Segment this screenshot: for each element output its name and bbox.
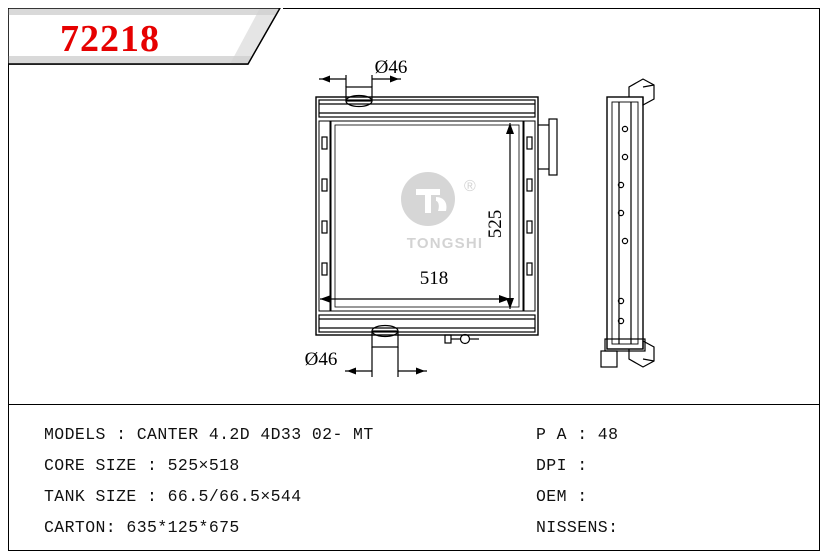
technical-drawing bbox=[9, 9, 819, 403]
spec-nissens: NISSENS: bbox=[536, 518, 619, 537]
spec-column-right bbox=[536, 419, 806, 543]
spec-divider bbox=[9, 404, 819, 405]
spec-carton: CARTON: 635*125*675 bbox=[44, 518, 240, 537]
watermark-brand: TONGSHI bbox=[406, 235, 484, 252]
spec-column-left bbox=[44, 419, 504, 543]
spec-core-size: CORE SIZE : 525×518 bbox=[44, 456, 240, 475]
spec-pa: P A : 48 bbox=[536, 425, 619, 444]
registered-mark: ® bbox=[464, 178, 476, 195]
dim-label-core-height: 525 bbox=[485, 209, 506, 239]
dim-label-core-width: 518 bbox=[419, 268, 449, 289]
dim-label-bottom-diameter: Ø46 bbox=[304, 349, 338, 370]
spec-block bbox=[44, 419, 804, 539]
watermark-logo bbox=[380, 169, 510, 265]
part-number-tab bbox=[8, 8, 283, 62]
spec-models: MODELS : CANTER 4.2D 4D33 02- MT bbox=[44, 425, 374, 444]
part-number: 72218 bbox=[60, 18, 160, 60]
dim-label-top-diameter: Ø46 bbox=[374, 57, 408, 78]
spec-tank-size: TANK SIZE : 66.5/66.5×544 bbox=[44, 487, 302, 506]
spec-oem: OEM : bbox=[536, 487, 588, 506]
spec-dpi: DPI : bbox=[536, 456, 588, 475]
